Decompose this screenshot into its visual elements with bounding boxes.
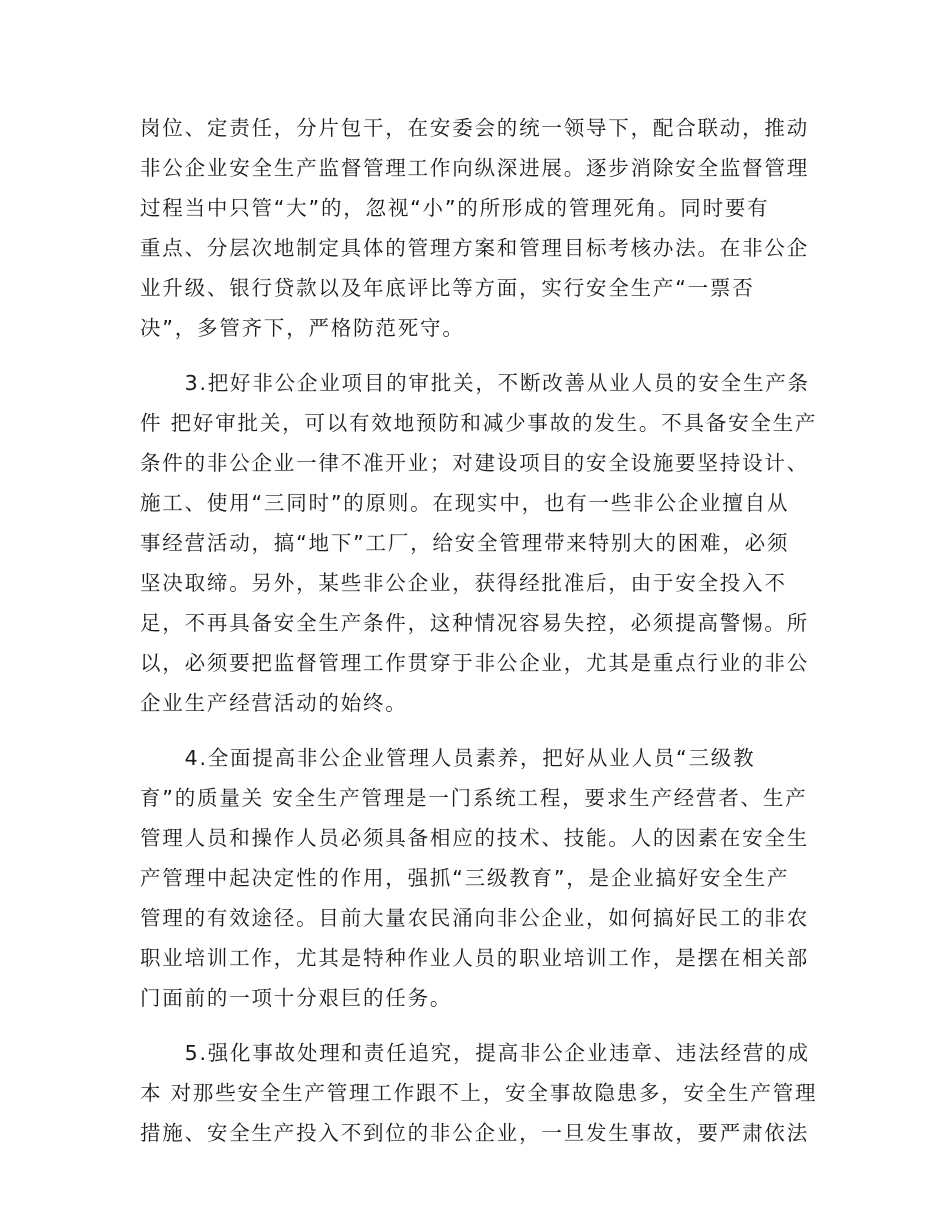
text-line: 决”，多管齐下，严格防范死守。 [140,316,465,340]
paragraph-gap [140,723,804,738]
text-line: 过程当中只管“大”的，忽视“小”的所形成的管理死角。同时要有 [140,196,770,220]
text-line: 非公企业安全生产监督管理工作向纵深进展。逐步消除安全监督管理 [140,156,809,180]
text-line: 企业生产经营活动的始终。 [140,691,408,715]
text-line: 管理的有效途径。目前大量农民涌向非公企业，如何搞好民工的非农 [140,906,809,930]
text-line: 措施、安全生产投入不到位的非公企业，一旦发生事故，要严肃依法 [140,1121,809,1145]
text-line: 职业培训工作，尤其是特种作业人员的职业培训工作，是摆在相关部 [140,946,809,970]
text-line: 4.全面提高非公企业管理人员素养，把好从业人员“三级教 [140,746,756,770]
text-line: 育”的质量关 安全生产管理是一门系统工程，要求生产经营者、生产 [140,786,808,810]
text-line: 以，必须要把监督管理工作贯穿于非公企业，尤其是重点行业的非公 [140,651,809,675]
text-line: 5.强化事故处理和责任追究，提高非公企业违章、违法经营的成 [140,1041,810,1065]
text-line: 3.把好非公企业项目的审批关，不断改善从业人员的安全生产条 [140,371,810,395]
paragraph-4 [140,1033,818,1153]
text-line: 足，不再具备安全生产条件，这种情况容易失控，必须提高警惕。所 [140,611,809,635]
text-line: 施工、使用“三同时”的原则。在现实中，也有一些非公企业擅自从 [140,491,790,515]
paragraph-gap [140,348,804,363]
paragraph-2 [140,363,818,723]
paragraph-3 [140,738,809,1018]
document-page [140,108,818,1153]
text-line: 事经营活动，搞“地下”工厂，给安全管理带来特别大的困难，必须 [140,531,790,555]
paragraph-1 [140,108,809,348]
text-line: 管理人员和操作人员必须具备相应的技术、技能。人的因素在安全生 [140,826,809,850]
text-line: 产管理中起决定性的作用，强抓“三级教育”，是企业搞好安全生产 [140,866,790,890]
text-line: 条件的非公企业一律不准开业；对建设项目的安全设施要坚持设计、 [140,451,809,475]
text-line: 件 把好审批关，可以有效地预防和减少事故的发生。不具备安全生产 [140,411,818,435]
paragraph-gap [140,1018,804,1033]
text-line: 岗位、定责任，分片包干，在安委会的统一领导下，配合联动，推动 [140,116,809,140]
text-line: 业升级、银行贷款以及年底评比等方面，实行安全生产“一票否 [140,276,755,300]
text-line: 坚决取缔。另外，某些非公企业，获得经批准后，由于安全投入不 [140,571,787,595]
text-line: 门面前的一项十分艰巨的任务。 [140,986,453,1010]
text-line: 本 对那些安全生产管理工作跟不上，安全事故隐患多，安全生产管理 [140,1081,818,1105]
text-line: 重点、分层次地制定具体的管理方案和管理目标考核办法。在非公企 [140,236,809,260]
